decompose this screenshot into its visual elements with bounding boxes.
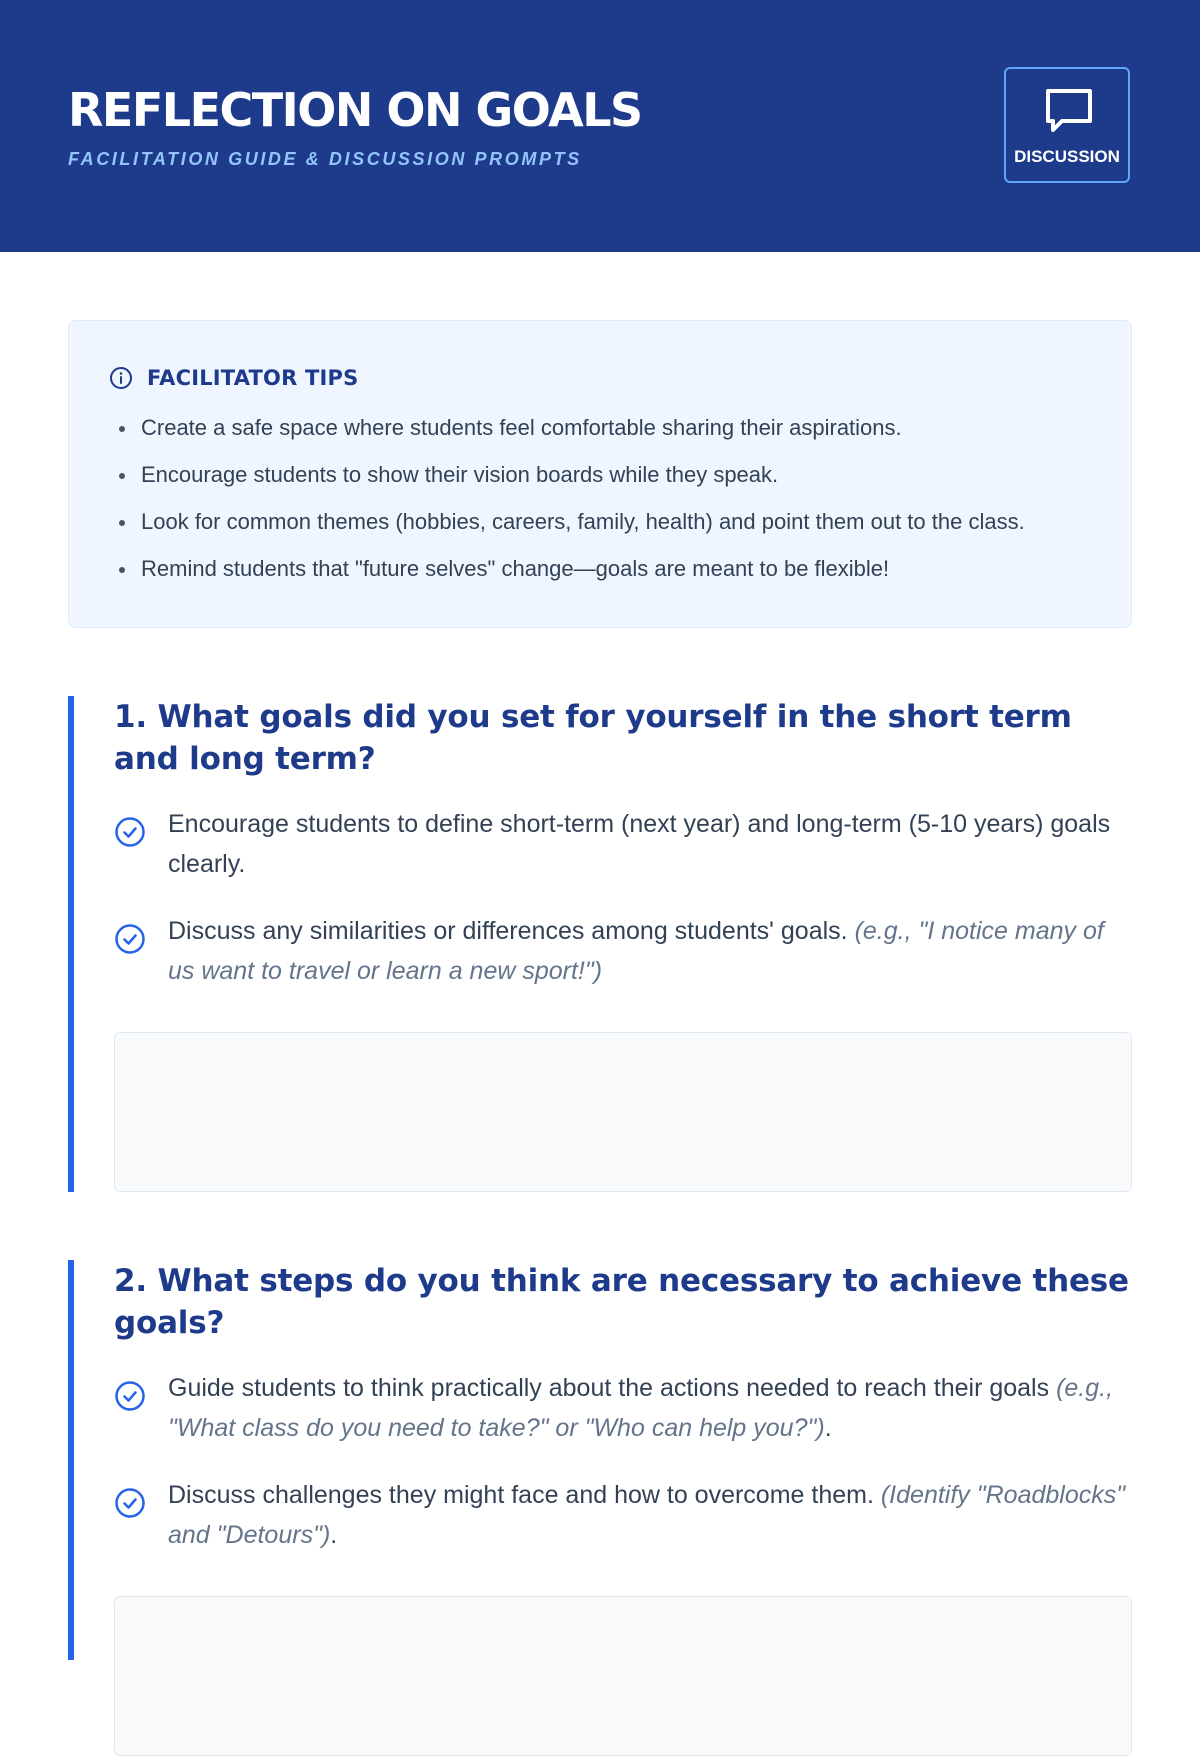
prompt-text bbox=[168, 1368, 1132, 1448]
prompt-main-text: Discuss challenges they might face and how to overcome them. bbox=[168, 1481, 881, 1509]
prompt-example-note: (e.g., "I notice many of us want to travel or learn a new sport!") bbox=[168, 917, 1104, 985]
question-title: 1. What goals did you set for yourself in the short term and long term? bbox=[114, 699, 1072, 777]
question-section-2 bbox=[68, 1260, 1132, 1660]
page-subtitle: FACILITATION GUIDE & DISCUSSION PROMPTS bbox=[68, 149, 582, 169]
facilitator-tips-box bbox=[68, 320, 1132, 628]
facilitator-tips-heading bbox=[109, 363, 358, 393]
chat-bubble-icon bbox=[1044, 87, 1094, 135]
facilitator-tips-title: FACILITATOR TIPS bbox=[147, 366, 359, 390]
question-title: 2. What steps do you think are necessary to achieve these goals? bbox=[114, 1263, 1129, 1341]
check-circle-icon bbox=[114, 816, 146, 848]
question-section-1 bbox=[68, 696, 1132, 1192]
tip-item: Remind students that "future selves" change—goals are meant to be flexible! bbox=[117, 552, 1025, 599]
prompt-tail: . bbox=[824, 1414, 832, 1442]
prompt-example-note: (Identify "Roadblocks" and "Detours") bbox=[168, 1481, 1126, 1549]
answer-box[interactable] bbox=[114, 1596, 1132, 1756]
prompt-main-text: Discuss any similarities or differences among students' goals. bbox=[168, 917, 855, 945]
facilitator-tips-list bbox=[117, 411, 1025, 599]
tip-item: Encourage students to show their vision boards while they speak. bbox=[117, 458, 1025, 505]
tip-item: Create a safe space where students feel comfortable sharing their aspirations. bbox=[117, 411, 1025, 458]
prompt-main-text: Guide students to think practically about the actions needed to reach their goals bbox=[168, 1374, 1057, 1402]
prompt-text bbox=[168, 1475, 1132, 1555]
check-circle-icon bbox=[114, 1487, 146, 1519]
answer-box[interactable] bbox=[114, 1032, 1132, 1192]
info-icon bbox=[109, 366, 133, 390]
prompt-tail: . bbox=[330, 1521, 338, 1549]
prompt-main-text: Encourage students to define short-term (next year) and long-term (5-10 years) goals clearly. bbox=[168, 810, 1111, 878]
check-circle-icon bbox=[114, 923, 146, 955]
prompt-example-note: (e.g., "What class do you need to take?" or "Who can help you?") bbox=[168, 1374, 1114, 1442]
page-header bbox=[0, 0, 1200, 252]
discussion-badge bbox=[1004, 67, 1130, 183]
page-title: REFLECTION ON GOALS bbox=[68, 83, 642, 137]
prompt-text bbox=[168, 911, 1132, 991]
check-circle-icon bbox=[114, 1380, 146, 1412]
tip-item: Look for common themes (hobbies, careers, family, health) and point them out to the class. bbox=[117, 505, 1025, 552]
discussion-badge-label: DISCUSSION bbox=[1014, 147, 1120, 166]
prompt-text bbox=[168, 804, 1132, 884]
